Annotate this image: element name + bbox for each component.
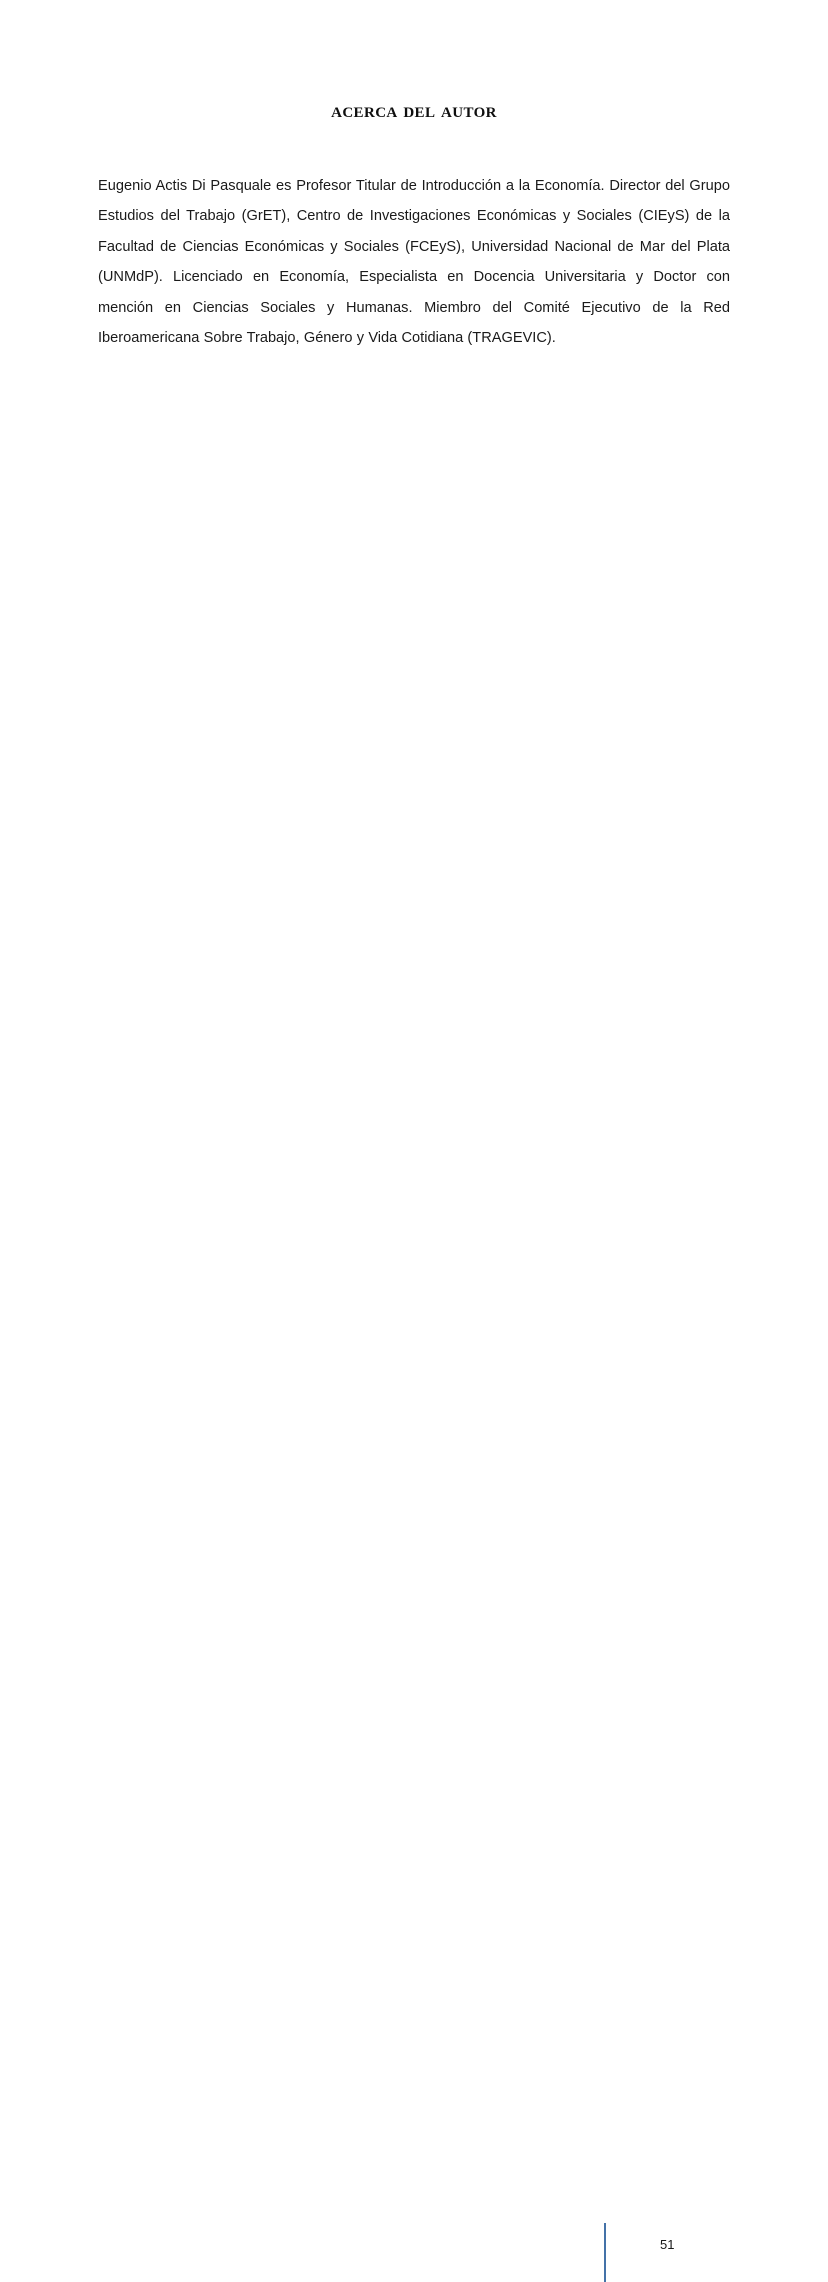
page-footer — [0, 1111, 828, 2252]
page-content — [98, 0, 730, 353]
page-number: 51 — [660, 2237, 675, 2252]
author-bio-paragraph: Eugenio Actis Di Pasquale es Profesor Titular de Introducción a la Economía. Director del Grupo Estudios del Trabajo (GrET), Centro de Investigaciones Económicas y Sociales (CIEyS) de la Facultad de Ciencias Económicas y Sociales (FCEyS), Universidad Nacional de Mar del Plata (UNMdP). Licenciado en Economía, Especialista en Docencia Universitaria y Doctor con mención en Ciencias Sociales y Humanas. Miembro del Comité Ejecutivo de la Red Iberoamericana Sobre Trabajo, Género y Vida Cotidiana (TRAGEVIC). — [98, 178, 730, 347]
footer-accent-rule — [604, 2223, 606, 2282]
page-title: acerca del autor — [331, 98, 497, 122]
